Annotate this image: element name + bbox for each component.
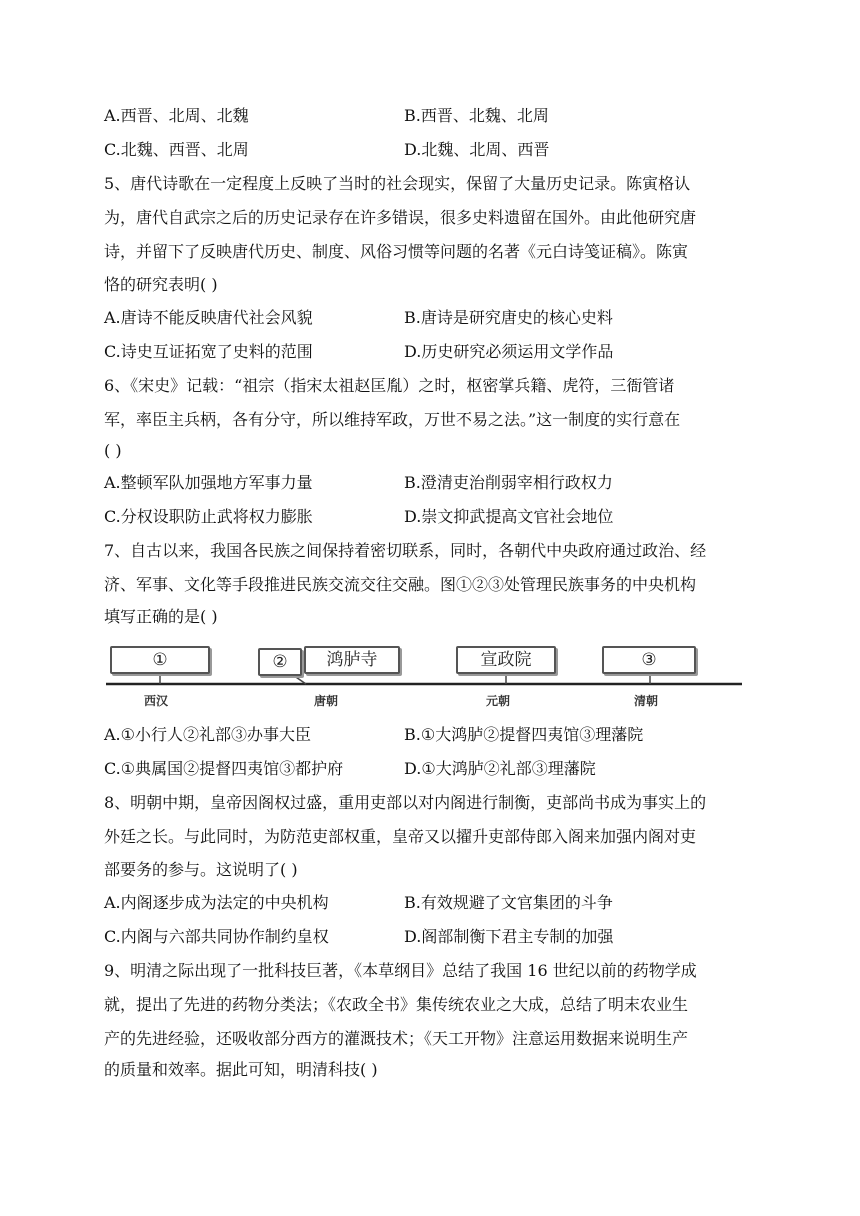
q5-option-a: A.唐诗不能反映唐代社会风貌 (104, 308, 313, 327)
timeline-figure (104, 640, 744, 712)
q5-option-c: C.诗史互证拓宽了史料的范围 (104, 342, 313, 361)
timeline-label-qing: 清朝 (634, 694, 659, 708)
q4-option-b: B.西晋、北魏、北周 (404, 106, 549, 125)
q7-option-b: B.①大鸿胪②提督四夷馆③理藩院 (404, 725, 644, 744)
timeline-label-xihan: 西汉 (144, 694, 169, 708)
q6-option-c: C.分权设职防止武将权力膨胀 (104, 507, 313, 526)
q8-stem-line2: 外廷之长。与此同时，为防范吏部权重，皇帝又以擢升吏部侍郎入阁来加强内阁对吏 (104, 827, 697, 846)
q6-option-b: B.澄清吏治削弱宰相行政权力 (404, 473, 613, 492)
q6-stem-line1: 6、《宋史》记载：“祖宗（指宋太祖赵匡胤）之时，枢密掌兵籍、虎符，三衙管诸 (104, 376, 675, 395)
timeline-box-4: 宣政院 (456, 646, 556, 674)
q9-stem-line4: 的质量和效率。据此可知，明清科技( ) (104, 1060, 378, 1079)
q7-stem-line3: 填写正确的是( ) (104, 607, 218, 626)
q6-stem-line2: 军，率臣主兵柄，各有分守，所以维持军政，万世不易之法。”这一制度的实行意在 (104, 410, 681, 429)
q6-option-a: A.整顿军队加强地方军事力量 (104, 473, 313, 492)
timeline-box-3: 鸿胪寺 (304, 646, 400, 674)
q7-stem-line1: 7、自古以来，我国各民族之间保持着密切联系，同时，各朝代中央政府通过政治、经 (104, 541, 707, 560)
q5-stem-line3: 诗，并留下了反映唐代历史、制度、风俗习惯等问题的名著《元白诗笺证稿》。陈寅 (104, 242, 689, 261)
q7-option-a: A.①小行人②礼部③办事大臣 (104, 725, 311, 744)
timeline-label-yuan: 元朝 (486, 694, 511, 708)
q8-option-d: D.阁部制衡下君主专制的加强 (404, 927, 614, 946)
q5-option-b: B.唐诗是研究唐史的核心史料 (404, 308, 613, 327)
timeline-box-1: ① (110, 646, 210, 674)
q8-option-c: C.内阁与六部共同协作制约皇权 (104, 927, 329, 946)
q8-option-a: A.内阁逐步成为法定的中央机构 (104, 893, 329, 912)
q9-stem-line1: 9、明清之际出现了一批科技巨著，《本草纲目》总结了我国 16 世纪以前的药物学成 (104, 961, 697, 980)
q5-stem-line1: 5、唐代诗歌在一定程度上反映了当时的社会现实，保留了大量历史记录。陈寅格认 (104, 174, 691, 193)
q9-stem-line3: 产的先进经验，还吸收部分西方的灌溉技术；《天工开物》注意运用数据来说明生产 (104, 1029, 689, 1048)
q9-stem-line2: 就，提出了先进的药物分类法；《农政全书》集传统农业之大成，总结了明末农业生 (104, 995, 689, 1014)
timeline-label-tang: 唐朝 (314, 694, 339, 708)
q7-option-d: D.①大鸿胪②礼部③理藩院 (404, 759, 596, 778)
q8-stem-line3: 部要务的参与。这说明了( ) (104, 860, 298, 879)
q8-stem-line1: 8、明朝中期，皇帝因阁权过盛，重用吏部以对内阁进行制衡，吏部尚书成为事实上的 (104, 793, 707, 812)
q5-option-d: D.历史研究必须运用文学作品 (404, 342, 614, 361)
q4-option-a: A.西晋、北周、北魏 (104, 106, 249, 125)
q7-option-c: C.①典属国②提督四夷馆③都护府 (104, 759, 344, 778)
q6-stem-line3: ( ) (104, 441, 122, 460)
q5-stem-line2: 为，唐代自武宗之后的历史记录存在许多错误，很多史料遗留在国外。由此他研究唐 (104, 208, 697, 227)
q6-option-d: D.崇文抑武提高文官社会地位 (404, 507, 614, 526)
q4-option-c: C.北魏、西晋、北周 (104, 140, 249, 159)
q7-stem-line2: 济、军事、文化等手段推进民族交流交往交融。图①②③处管理民族事务的中央机构 (104, 575, 697, 594)
timeline-box-5: ③ (602, 646, 696, 674)
q5-stem-line4: 恪的研究表明( ) (104, 275, 218, 294)
timeline-box-2: ② (258, 648, 302, 676)
q8-option-b: B.有效规避了文官集团的斗争 (404, 893, 613, 912)
q4-option-d: D.北魏、北周、西晋 (404, 140, 550, 159)
